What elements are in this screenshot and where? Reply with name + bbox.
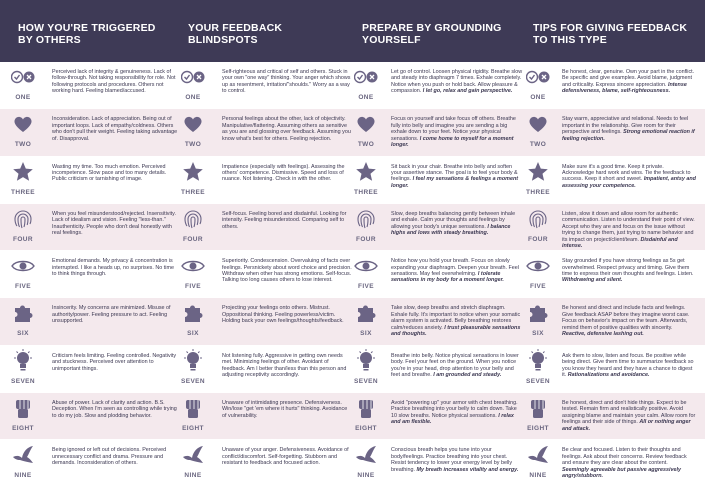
type-label: SIX [17,330,29,338]
puzzle-icon [354,301,378,325]
star-icon [11,160,35,184]
eye-icon [526,254,550,278]
blindspots-body: Self-righteous and critical of self and others. Stuck in your own "one way" thinking. Your anger which shows up as resentment, irritation/"shoulds." Worry as a way to control. [222,69,351,95]
type-label: SIX [187,330,199,338]
tips-body: Listen, slow it down and allow room for authentic communication. Listen to understand their point of view. Accept who they are and focus on the issue without trying to change them, just trying to name behavior and its impact on project/client/team. [562,210,695,243]
tips-text [562,305,696,337]
blindspots-text [222,400,352,419]
type-label: FOUR [182,235,203,243]
triggered-body: Emotional demands. My privacy & concentration is interrupted. I like a heads up, no surprises. No time to think things through. [52,258,174,277]
grounding-text [391,305,523,337]
dove-icon [354,443,378,467]
type-row-two [0,109,705,156]
grounding-body: Notice how you hold your breath. Focus on slowly expanding your diaphragm. Deepen your breath. Feel sensations. May feel overwhelming. [391,258,519,277]
tips-emphasis: Reactive, defensive lashing out. [562,331,644,338]
type-row-five [0,251,705,298]
blindspots-body: Projecting your feelings onto others. Mistrust. Oppositional thinking. Feeling powerless/victim. Holding back your own feelings/thoughts/feedback. [222,305,344,325]
type-label: NINE [357,472,375,480]
grounding-text [391,69,523,95]
triggered-text [52,400,178,419]
eye-icon [354,254,378,278]
tips-emphasis: Disdainful and intense. [562,236,678,249]
type-rows [0,62,705,488]
type-label: EIGHT [12,425,34,433]
eye-icon [181,254,205,278]
grounding-text [391,211,523,237]
blindspots-text [222,164,352,183]
triggered-text [52,353,178,372]
type-label: SEVEN [525,377,551,385]
grounding-body: Let go of control. Loosen physical rigidity. Breathe slow and steady into diaphragm 7 times. Exhale completely. Notice when you push or hold back. Allow pleasure & compassion. [391,69,523,95]
triggered-body: Being ignored or left out of decisions. Perceived unnecessary conflict and drama. Pressure and demands. Inconsideration of others. [52,447,167,467]
fist-icon [181,396,205,420]
grounding-body: Avoid "powering up" your armor with chest breathing. Practice breathing into your belly to calm down. Take 10 slow breaths. Notice physical sensations. [391,400,518,419]
type-label: FIVE [357,283,375,291]
triggered-body: Criticism feels limiting. Feeling controlled. Negativity and stuckness. Perceived over attention to unimportant things. [52,352,177,372]
tips-emphasis: Impatient, antsy and assessing your competence. [562,176,696,189]
grounding-text [391,258,523,284]
type-row-eight [0,393,705,440]
grounding-emphasis: I tolerate sensations in my body for a moment longer. [391,271,504,284]
check-x-icon [354,65,378,89]
type-label: ONE [358,94,374,101]
header-grounding: PREPARE BY GROUNDING YOURSELF [362,22,502,46]
tips-text [562,258,696,284]
grounding-body: Sit back in your chair. Breathe into belly and soften your assertive stance. The goal is to feel your body & feelings. [391,163,518,183]
tips-emphasis: Rationalizations and avoidance. [567,372,650,378]
tips-body: Be honest and direct and include facts and feelings. Give feedback ASAP before they imagine worst case. Focus on behavior's impact on the team. Afterwards, remind them of positive qualities with sincerity. [562,305,690,331]
triggered-body: Wasting my time. Too much emotion. Perceived incompetence. Slow pace and too many details. Public criticism or tarnishing of image. [52,163,167,183]
type-row-three [0,157,705,204]
tips-body: Stay warm, appreciative and relational. Needs to feel important in the relationship. Give room for their perspective and feelings. [562,116,689,136]
type-label: TWO [14,141,32,149]
tips-text [562,164,696,190]
type-row-six [0,298,705,345]
dove-icon [11,443,35,467]
type-label: TWO [529,141,547,149]
tips-body: Ask them to slow, listen and focus. Be positive while being direct. Give them time to summarize feedback so you know they heard and they have a chance to digest it. [562,352,694,378]
grounding-text [391,447,523,473]
type-label: EIGHT [527,425,549,433]
grounding-body: Take slow, deep breaths and stretch diaphragm. Exhale fully. It's important to notice when your somatic alarm system is activated. Belly breathing restores calm/reduces anxiety. [391,305,521,331]
type-label: TWO [357,141,375,149]
type-label: THREE [525,188,551,196]
triggered-body: Inconsideration. Lack of appreciation. Being out of important loops. Lack of empathy/coldness. Others who don't pull their weight. Feeling taking advantage of. Disapproval. [52,116,178,142]
grounding-emphasis: I relax and am flexible. [391,412,514,426]
tips-body: Stay grounded if you have strong feelings as 5s get overwhelmed. Respect privacy and timing. Give them time to express their own thoughts and feelings. Listen. [562,258,694,277]
fingerprint-icon [354,207,378,231]
heart-icon [11,112,35,136]
blindspots-body: Superiority. Condescension. Overvaluing of facts over feelings. Persnickety about word choice and precision. Withdraw when other has strong emotions. Self-focus. Talking too long causes others to lose interest. [222,258,352,284]
blindspots-text [222,447,352,466]
type-label: ONE [530,94,546,101]
fingerprint-icon [11,207,35,231]
blindspots-text [222,353,352,379]
tips-body: Be clear and focused. Listen to their thoughts and feelings. Ask about their concerns. Review feedback and ensure they are clear about the content. [562,447,687,467]
type-label: SEVEN [10,377,36,385]
dove-icon [181,443,205,467]
type-label: FIVE [184,283,202,291]
type-label: THREE [180,188,206,196]
blindspots-text [222,69,352,95]
lightbulb-icon [526,349,550,373]
header-tips: TIPS FOR GIVING FEEDBACK TO THIS TYPE [533,22,688,46]
grounding-body: Conscious breath helps you tune into your body/feelings. Practice breathing into your chest. Resist tendency to lower your energy level by belly breathing. [391,447,513,473]
tips-text [562,69,696,95]
check-x-icon [11,65,35,89]
triggered-text [52,211,178,237]
tips-emphasis: Intense defensiveness, blame, self-righteousness. [562,81,687,95]
heart-icon [181,112,205,136]
triggered-text [52,258,178,277]
header-triggered: HOW YOU'RE TRIGGERED BY OTHERS [18,22,156,46]
blindspots-text [222,211,352,230]
type-label: THREE [10,188,36,196]
grounding-emphasis: My breath increases vitality and energy. [416,466,519,473]
grounding-body: Slow, deep breaths balancing gently between inhale and exhale. Calm your thoughts and feelings by allowing your body's unique sensations. [391,210,516,230]
triggered-text [52,164,178,183]
dove-icon [526,443,550,467]
grounding-text [391,116,523,148]
type-row-one [0,62,705,109]
lightbulb-icon [181,349,205,373]
header-bar [0,0,705,62]
blindspots-body: Unaware of intimidating presence. Defensiveness. Win/lose "get 'em where it hurts" thinking. Avoidance of vulnerability. [222,400,348,419]
triggered-body: When you feel misunderstood/rejected. Insensitivity. Lack of idealism and vision. Feeling "less-than." Inauthenticity. People who don't deal honestly with real feelings. [52,210,176,237]
triggered-body: Insincerity. My concerns are minimized. Misuse of authority/power. Feeling pressure to act. Feeling unsupported. [52,305,171,325]
type-row-seven [0,346,705,393]
grounding-emphasis: I come home to myself for a moment longer. [391,135,514,148]
puzzle-icon [181,301,205,325]
check-x-icon [526,65,550,89]
blindspots-body: Personal feelings about the other, lack of objectivity. Manipulative/flattering. Assuming others as sensitive as you are and glossing over feedback. Assuming you know what's best for others. Feeling rejection. [222,116,351,142]
heart-icon [526,112,550,136]
tips-emphasis: Withdrawing and silent. [562,277,623,284]
triggered-text [52,305,178,324]
type-row-nine [0,440,705,487]
puzzle-icon [11,301,35,325]
blindspots-body: Impatience (especially with feelings). Assessing the others' competence. Dismissive. Speed and loss of nuance. Not listening. Check in with the other. [222,163,345,183]
star-icon [181,160,205,184]
type-label: EIGHT [182,425,204,433]
puzzle-icon [526,301,550,325]
tips-text [562,211,696,249]
blindspots-body: Unaware of your anger. Defensiveness. Avoidance of conflict/discomfort. Self-forgetting. Stubborn and resistant to feedback and focused action. [222,447,349,467]
triggered-text [52,69,178,95]
type-label: FOUR [12,235,33,243]
tips-text [562,447,696,479]
grounding-emphasis: I balance highs and lows with steady breathing. [391,223,511,237]
triggered-text [52,116,178,142]
fist-icon [354,396,378,420]
type-label: NINE [14,472,32,480]
check-x-icon [181,65,205,89]
type-label: TWO [184,141,202,149]
tips-body: Be honest, clear, genuine. Own your part in the conflict. Be specific and give examples. Avoid blame, judgment and criticality. Express sincere appreciation. [562,69,695,88]
star-icon [526,160,550,184]
type-label: SIX [360,330,372,338]
tips-text [562,353,696,379]
type-label: FOUR [355,235,376,243]
tips-emphasis: Strong emotional reaction if feeling rejection. [562,129,695,142]
triggered-body: Perceived lack of integrity & genuineness. Lack of follow-through. Not taking responsibility for role. Not following protocols and procedures. Others not working hard. Feeling blamed/accused. [52,69,176,95]
header-blindspots: YOUR FEEDBACK BLINDSPOTS [188,22,283,46]
fingerprint-icon [526,207,550,231]
type-label: ONE [185,94,201,101]
tips-text [562,116,696,142]
blindspots-body: Self-focus. Feeling bored and disdainful. Looking for intensity. Feeling misunderstood. Comparing self to others. [222,210,347,230]
triggered-text [52,447,178,466]
heart-icon [354,112,378,136]
grounding-text [391,164,523,190]
type-label: ONE [15,94,31,101]
grounding-emphasis: I am grounded and steady. [433,372,502,378]
type-label: NINE [184,472,202,480]
tips-emphasis: Seemingly agreeable but passive aggressively angry/stubborn. [562,466,681,479]
grounding-text [391,353,523,379]
type-label: FIVE [529,283,547,291]
type-label: FIVE [14,283,32,291]
type-label: FOUR [527,235,548,243]
tips-body: Make sure it's a good time. Keep it private. Acknowledge hard work and wins. Tie the feedback to success. Keep it short and sweet. [562,163,691,183]
grounding-body: Focus on yourself and take focus off others. Breathe fully into belly and imagine you are sending a big exhale down to your feet. Notice your physical sensations. [391,116,516,142]
eye-icon [11,254,35,278]
tips-body: Be honest, direct and don't hide things. Expect to be tested. Remain firm and realistically positive. Avoid assigning blame and maintain your calm. Allow room for feelings and their side of things. [562,400,696,426]
lightbulb-icon [354,349,378,373]
grounding-body: Breathe into belly. Notice physical sensations in lower body. Feel your feet on the ground. When you notice you're in your head, drop attention to your belly and feet and breathe. [391,352,519,378]
type-row-four [0,204,705,251]
tips-emphasis: All or nothing anger and attack. [562,419,691,432]
blindspots-text [222,116,352,142]
grounding-emphasis: I trust pleasurable sensations and thoughts. [391,324,521,338]
type-label: THREE [353,188,379,196]
type-label: SEVEN [180,377,206,385]
tips-text [562,400,696,432]
type-label: EIGHT [355,425,377,433]
grounding-emphasis: I feel my sensations & feelings a moment longer. [391,176,519,189]
type-label: NINE [529,472,547,480]
grounding-text [391,400,523,426]
star-icon [354,160,378,184]
type-label: SIX [532,330,544,338]
fingerprint-icon [181,207,205,231]
blindspots-text [222,305,352,324]
fist-icon [526,396,550,420]
blindspots-body: Not listening fully. Aggressive in getting own needs met. Minimizing feelings of other. Avoidant of feedback. Am I better than/less than this person and adjusting receptivity accordingly. [222,352,347,378]
blindspots-text [222,258,352,284]
grounding-emphasis: I let go, relax and gain perspective. [422,88,513,95]
type-label: SEVEN [353,377,379,385]
fist-icon [11,396,35,420]
triggered-body: Abuse of power. Lack of clarity and action. B.S. Deception. When I'm seen as controlling while trying to do my job. Slow and plodding behavior. [52,400,177,419]
lightbulb-icon [11,349,35,373]
